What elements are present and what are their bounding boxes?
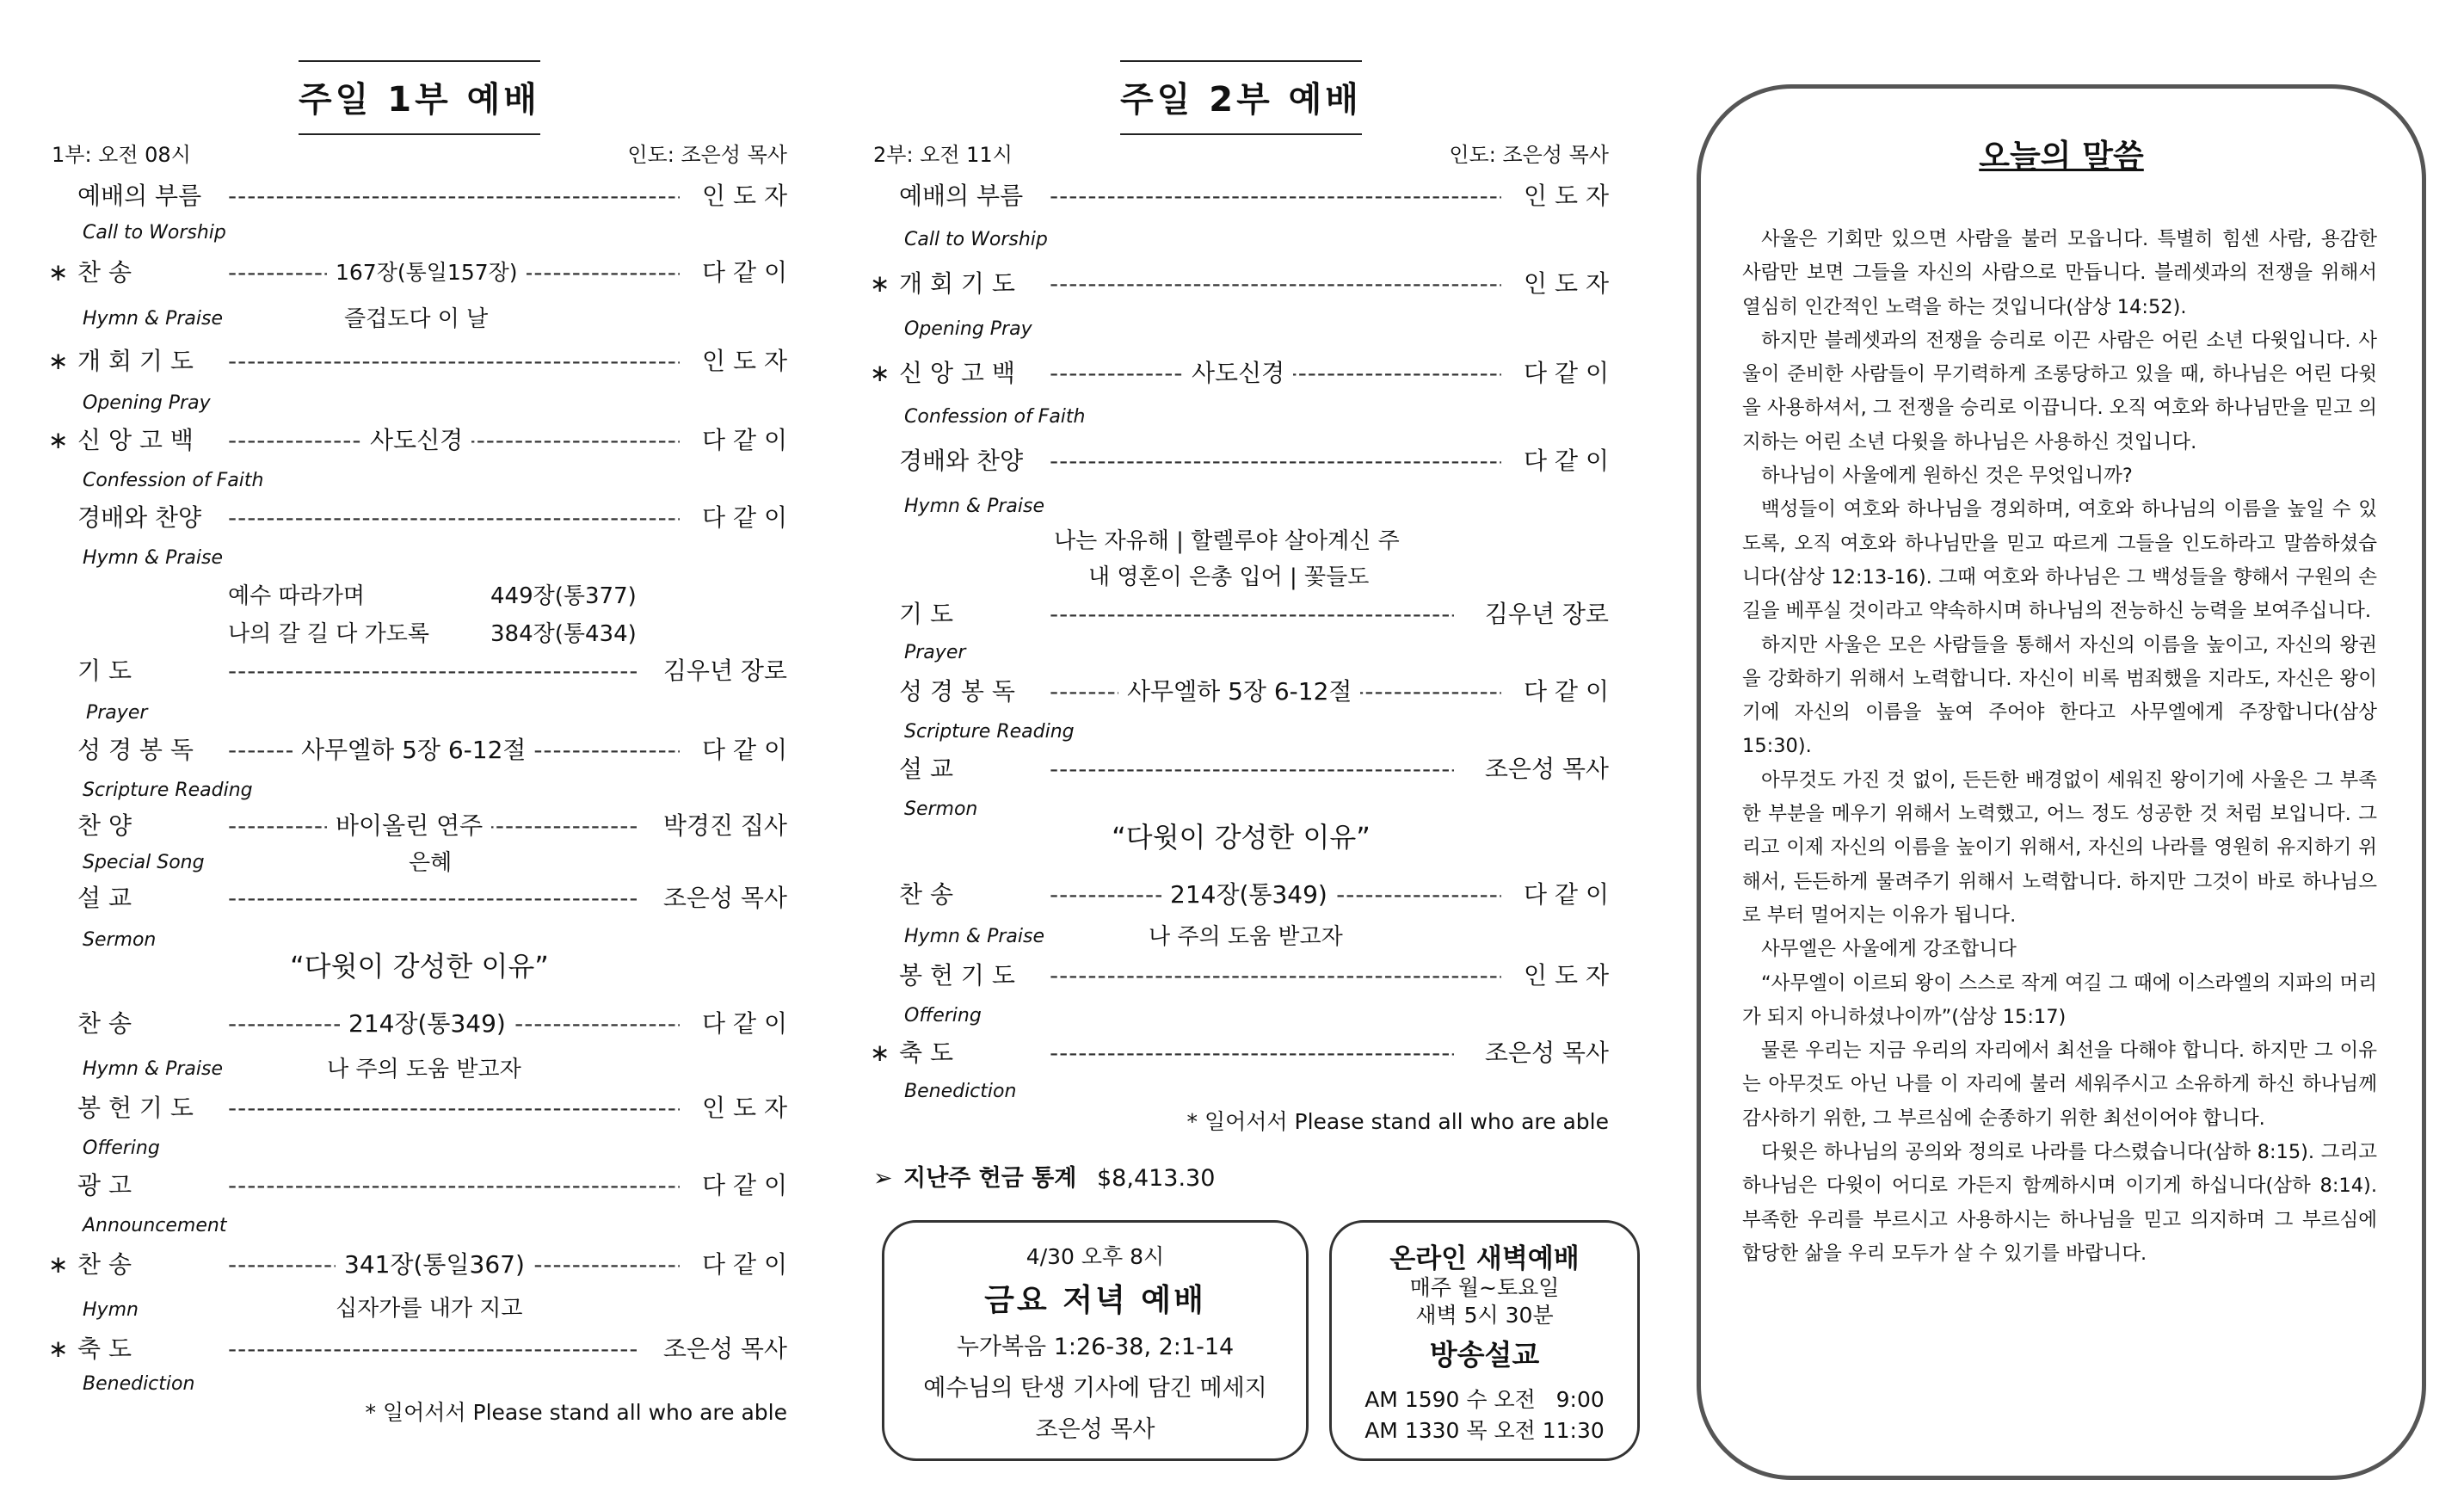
order-hymn-3: ∗ 찬 송 ----- 341장(통일367) 다 같 이 bbox=[52, 1248, 787, 1282]
service-2-column: 주일 2부 예배 2부: 오전 11시 인도: 조은성 목사 예배의 부름 ----- 인 도 자 Call to Worship ∗ 개 회 기 도 ----- 인 도 자 Opening Pray ∗ 신 앙 고 백 ----- 사도신경 다 같 이 Confession of Faith 경배와 찬양 ----- 다 같 이 Hymn & Praise 나는 자유해 | 할렐루야 살아계신 주 내 영혼이 은총 입어 | 꽃들도 기 도 ----- 김우년 장로 Prayer 성 경 봉 독 ----- 사무엘하 5장 6-12절 다 같 이 Scripture Reading 설 교 ----- 조은성 목사 Sermon “다윗이 강성한 이유” 찬 송 ----- 214장(통349) 다 같 이 Hymn & Praise 나 주의 도움 받고자 봉 헌 기 도 ----- 인 도 자 Offering ∗ 축 도 ----- 조은성 목사 Benediction * 일어서서 Please stand all who are able ➢ 지난주 헌금 통계 $8,413.30 4/30 오후 8시 금요 저녁 예배 누가복음 1:26-38, 2:1-14 예수님의 탄생 기사에 담긴 메세지 조은성 목사 온라인 새벽예배 매주 월~토요일 새벽 5시 30분 방송설교 AM 1590 수 오전 9:00 AM 1330 목 오전 11:30 bbox=[873, 0, 1609, 1492]
friday-date: 4/30 오후 8시 bbox=[1026, 1244, 1165, 1269]
order-sermon: 설 교 ----- 조은성 목사 bbox=[873, 752, 1609, 786]
service-1-leader: 인도: 조은성 목사 bbox=[627, 143, 787, 167]
order-offering: 봉 헌 기 도 ----- 인 도 자 bbox=[52, 1091, 787, 1125]
arrow-bullet-icon: ➢ bbox=[873, 1165, 893, 1192]
stand-note: * 일어서서 Please stand all who are able bbox=[1186, 1109, 1609, 1134]
order-opening-prayer: ∗ 개 회 기 도 ----- 인 도 자 bbox=[52, 344, 787, 379]
friday-title: 금요 저녁 예배 bbox=[984, 1283, 1206, 1318]
dawn-time: 새벽 5시 30분 bbox=[1415, 1303, 1554, 1328]
online-dawn-service-box bbox=[1329, 1220, 1640, 1461]
paragraph: 하나님이 사울에게 원하신 것은 무엇입니까? bbox=[1761, 465, 2133, 488]
eng-call-to-worship: Call to Worship bbox=[83, 222, 226, 244]
order-opening-prayer: ∗ 개 회 기 도 ----- 인 도 자 bbox=[873, 267, 1609, 301]
service-1-column: 주일 1부 예배 1부: 오전 08시 인도: 조은성 목사 예배의 부름 ----- 인 도 자 Call to Worship ∗ 찬 송 ----- 167장(통일157장) 다 같 이 Hymn & Praise 즐겁도다 이 날 ∗ 개 회 기 도 ----- 인 도 자 Opening Pray ∗ 신 앙 고 백 ----- 사도신경 다 같 이 Confession of Faith 경배와 찬양 ----- 다 같 이 Hymn & Praise 예수 따라가며 449장(통377) 나의 갈 길 다 가도록 384장(통434) 기 도 ----- 김우년 장로 Prayer 성 경 봉 독 ----- 사무엘하 5장 6-12절 다 같 이 Scripture Reading 찬 양 ----- 바이올린 연주 박경진 집사 Special Song 은혜 설 교 ----- 조은성 목사 Sermon “다윗이 강성한 이유” 찬 송 ----- 214장(통349) 다 같 이 Hymn & Praise 나 주의 도움 받고자 봉 헌 기 도 ----- 인 도 자 Offering 광 고 ----- 다 같 이 Announcement ∗ 찬 송 ----- 341장(통일367) 다 같 이 Hymn 십자가를 내가 지고 ∗ 축 도 ----- 조은성 목사 Benediction * 일어서서 Please stand all who are able bbox=[52, 0, 787, 1492]
order-hymn-2: 찬 송 ----- 214장(통349) 다 같 이 bbox=[52, 1007, 787, 1041]
paragraph: 물론 우리는 지금 우리의 자리에서 최선을 다해야 합니다. 하지만 그 이유는 아무것도 아닌 나를 이 자리에 불러 세워주시고 소유하게 하신 하나님께 감사하기 위한, 그 부르심에 순종하기 위한 최선이어야 합니다. bbox=[1742, 1039, 2377, 1130]
friday-service-box bbox=[882, 1220, 1309, 1461]
offering-stats bbox=[873, 1162, 1609, 1196]
sermon-title: “다윗이 강성한 이유” bbox=[290, 950, 549, 983]
sermon-title: “다윗이 강성한 이유” bbox=[1112, 821, 1371, 854]
dawn-title: 온라인 새벽예배 bbox=[1389, 1243, 1580, 1274]
order-offering: 봉 헌 기 도 ----- 인 도 자 bbox=[873, 959, 1609, 993]
paragraph: 백성들이 여호와 하나님을 경외하며, 여호와 하나님의 이름을 높일 수 있도록, 오직 여호와 하나님만을 믿고 따르게 그들을 인도하라고 말씀하셨습니다(삼상 12:13-16). 그때 여호와 하나님은 그 백성들을 향해서 구원의 손길을 베푸실 것이라고 약속하시며 하나님의 전능하신 능력을 보여주십니다. bbox=[1742, 498, 2377, 623]
order-worship-praise: 경배와 찬양 ----- 다 같 이 bbox=[52, 501, 787, 535]
today-word-body bbox=[1742, 223, 2377, 1271]
order-call-to-worship: 예배의 부름 ----- 인 도 자 bbox=[873, 179, 1609, 213]
hymn-1-title: 즐겁도다 이 날 bbox=[344, 306, 489, 332]
order-benediction: ∗ 축 도 ----- 조은성 목사 bbox=[873, 1036, 1609, 1070]
order-announcement: 광 고 ----- 다 같 이 bbox=[52, 1168, 787, 1203]
paragraph: 사무엘은 사울에게 강조합니다 bbox=[1761, 938, 2017, 961]
paragraph: 사울은 기회만 있으면 사람을 불러 모읍니다. 특별히 힘센 사람, 용감한 사람만 보면 그들을 자신의 사람으로 만듭니다. 블레셋과의 전쟁을 위해서 열심히 인간적인 노력을 하는 것입니다(삼상 14:52). bbox=[1742, 228, 2377, 318]
order-confession-of-faith: ∗ 신 앙 고 백 ----- 사도신경 다 같 이 bbox=[52, 423, 787, 458]
paragraph: 하지만 사울은 모은 사람들을 통해서 자신의 이름을 높이고, 자신의 왕권을 강화하기 위해서 노력합니다. 자신이 비록 범죄했을 지라도, 자신은 왕이기에 자신의 이름을 높여 주어야 한다고 사무엘에게 주장합니다(삼상 15:30). bbox=[1742, 633, 2377, 758]
order-benediction: ∗ 축 도 ----- 조은성 목사 bbox=[52, 1332, 787, 1366]
service-2-time: 2부: 오전 11시 bbox=[873, 143, 1013, 167]
paragraph: 다윗은 하나님의 공의와 정의로 나라를 다스렸습니다(삼하 8:15). 그리고 하나님은 다윗이 어디로 가든지 함께하시며 이기게 하십니다(삼하 8:14). 부족한 우리를 부르시고 사용하시는 하나님을 믿고 의지하며 그 부르심에 합당한 삶을 우리 모두가 살 수 있기를 바랍니다. bbox=[1742, 1141, 2377, 1265]
friday-passage: 누가복음 1:26-38, 2:1-14 bbox=[956, 1334, 1235, 1360]
paragraph: “사무엘이 이르되 왕이 스스로 작게 여길 그 때에 이스라엘의 지파의 머리가 되지 아니하셨나이까”(삼상 15:17) bbox=[1742, 971, 2377, 1028]
broadcast-title: 방송설교 bbox=[1429, 1338, 1540, 1372]
broadcast-am1590: AM 1590 수 오전 9:00 bbox=[1364, 1387, 1605, 1412]
order-scripture-reading: 성 경 봉 독 ----- 사무엘하 5장 6-12절 다 같 이 bbox=[52, 733, 787, 768]
dawn-days: 매주 월~토요일 bbox=[1409, 1275, 1560, 1300]
order-prayer: 기 도 ----- 김우년 장로 bbox=[52, 654, 787, 688]
friday-topic: 예수님의 탄생 기사에 담긴 메세지 bbox=[923, 1375, 1267, 1402]
offering-stats-amount: $8,413.30 bbox=[1097, 1165, 1216, 1192]
service-1-title: 주일 1부 예배 bbox=[299, 60, 540, 135]
order-scripture-reading: 성 경 봉 독 ----- 사무엘하 5장 6-12절 다 같 이 bbox=[873, 675, 1609, 709]
order-hymn-1: ∗ 찬 송 ----- 167장(통일157장) 다 같 이 bbox=[52, 256, 787, 290]
service-1-time: 1부: 오전 08시 bbox=[52, 143, 191, 167]
today-word-panel bbox=[1697, 84, 2426, 1480]
today-word-title: 오늘의 말씀 bbox=[1979, 138, 2144, 175]
stand-note: * 일어서서 Please stand all who are able bbox=[365, 1400, 787, 1425]
stand-marker: ∗ bbox=[48, 258, 69, 287]
service-2-leader: 인도: 조은성 목사 bbox=[1449, 143, 1609, 167]
order-hymn: 찬 송 ----- 214장(통349) 다 같 이 bbox=[873, 878, 1609, 912]
order-worship-praise: 경배와 찬양 ----- 다 같 이 bbox=[873, 444, 1609, 478]
order-sermon: 설 교 ----- 조은성 목사 bbox=[52, 881, 787, 916]
paragraph: 하지만 블레셋과의 전쟁을 승리로 이끈 사람은 어린 소년 다윗입니다. 사울이 준비한 사람들이 무기력하게 조롱당하고 있을 때, 하나님은 어린 다윗을 사용하셔서, 그 전쟁을 승리로 이끕니다. 오직 여호와 하나님만을 믿고 의지하는 어린 소년 다윗을 하나님은 사용하신 것입니다. bbox=[1742, 329, 2377, 453]
paragraph: 아무것도 가진 것 없이, 든든한 배경없이 세워진 왕이기에 사울은 그 부족한 부분을 메우기 위해서 노력했고, 어느 정도 성공한 것 처럼 보입니다. 그리고 이제 자신의 이름을 높이기 위해서, 자신의 나라를 영원히 유지하기 위해서, 든든하게 물려주기 위해서 노력합니다. 하지만 그것이 바로 하나님으로 부터 멀어지는 이유가 됩니다. bbox=[1742, 768, 2377, 927]
service-2-title: 주일 2부 예배 bbox=[1120, 60, 1362, 135]
order-prayer: 기 도 ----- 김우년 장로 bbox=[873, 597, 1609, 632]
broadcast-am1330: AM 1330 목 오전 11:30 bbox=[1364, 1418, 1605, 1443]
order-special-song: 찬 양 ----- 바이올린 연주 박경진 집사 bbox=[52, 809, 787, 843]
order-call-to-worship: 예배의 부름 ----- 인 도 자 bbox=[52, 179, 787, 213]
offering-stats-label: 지난주 헌금 통계 bbox=[903, 1165, 1077, 1192]
friday-preacher: 조은성 목사 bbox=[1035, 1416, 1155, 1443]
order-confession-of-faith: ∗ 신 앙 고 백 ----- 사도신경 다 같 이 bbox=[873, 356, 1609, 391]
